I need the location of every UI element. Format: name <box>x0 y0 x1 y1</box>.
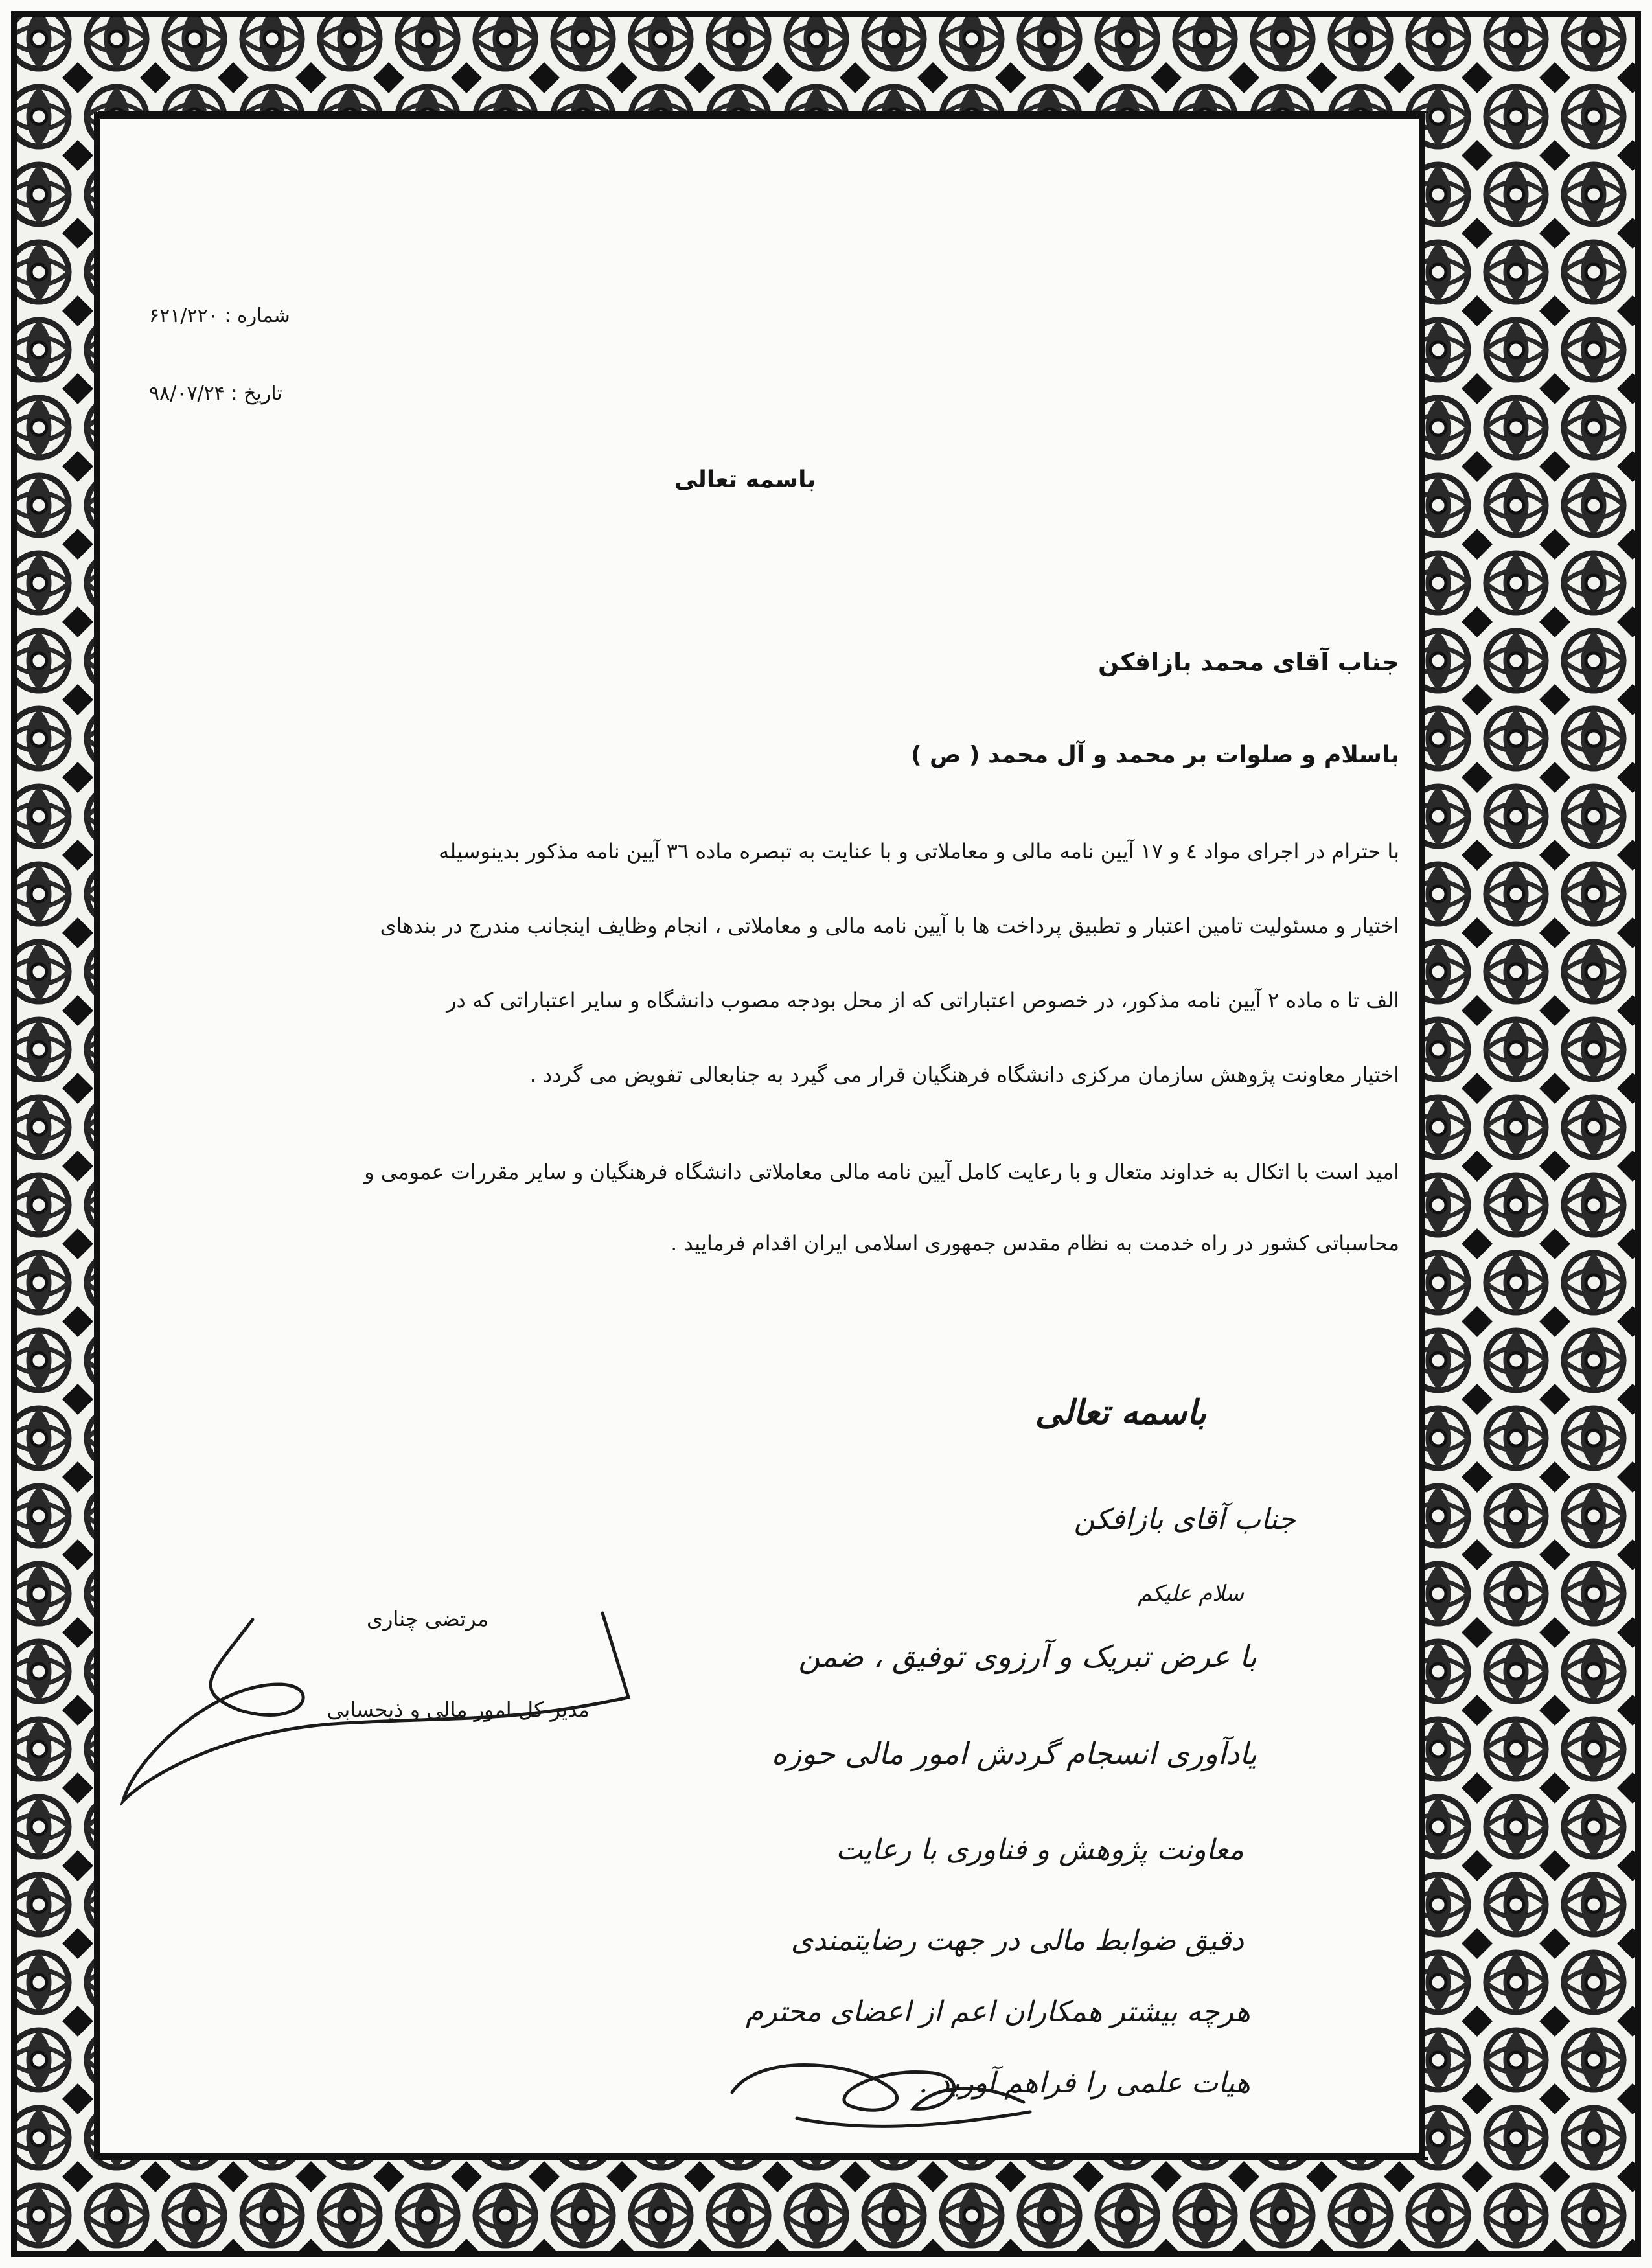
handwritten-heading: باسمه تعالی <box>1035 1393 1207 1432</box>
addressee: جناب آقای محمد بازافکن <box>1098 648 1399 676</box>
body-line: با حترام در اجرای مواد ٤ و ١٧ آیین نامه مالی و معاملاتی و با عنایت به تبصره ماده ٣٦ آیین نامه مذکور بدینوسیله <box>439 839 1399 864</box>
handwritten-line: سلام علیکم <box>1138 1581 1244 1607</box>
invocation: باسمه تعالی <box>674 466 816 493</box>
handwritten-line: هیات علمی را فراهم آورید . <box>919 2067 1250 2100</box>
closing-line: امید است با اتکال به خداوند متعال و با رعایت کامل آیین نامه مالی معاملاتی دانشگاه فرهنگیان و سایر مقررات عمومی و <box>364 1160 1399 1184</box>
body-line: اختیار و مسئولیت تامین اعتبار و تطبیق پرداخت ها با آیین نامه مالی و معاملاتی ، انجام وظایف اینجانب مندرج در بندهای <box>380 913 1399 938</box>
signatory-title: مدیر کل امور مالی و ذیحسابی <box>327 1697 590 1722</box>
body-line: الف تا ه ماده ٢ آیین نامه مذکور، در خصوص اعتباراتی که از محل بودجه مصوب دانشگاه و سایر اعتباراتی که در <box>446 988 1399 1013</box>
handwritten-line: دقیق ضوابط مالی در جهت رضایتمندی <box>790 1924 1244 1957</box>
letter-number: شماره : ۶۲۱/۲۲۰ <box>149 304 290 327</box>
handwritten-line: یادآوری انسجام گردش امور مالی حوزه <box>771 1736 1257 1771</box>
handwritten-signature <box>719 2041 1056 2144</box>
handwritten-line: با عرض تبریک و آرزوی توفیق ، ضمن <box>798 1639 1257 1674</box>
signatory-name: مرتضی چناری <box>367 1607 488 1631</box>
handwritten-line: معاونت پژوهش و فناوری با رعایت <box>836 1833 1244 1866</box>
handwritten-line: هرچه بیشتر همکاران اعم از اعضای محترم <box>745 1995 1250 2028</box>
signature-scribble <box>110 1587 661 1833</box>
letter-date: تاریخ : ۹۸/۰۷/۲۴ <box>149 382 282 405</box>
closing-line: محاسباتی کشور در راه خدمت به نظام مقدس جمهوری اسلامی ایران اقدام فرمایید . <box>671 1231 1399 1255</box>
greeting: باسلام و صلوات بر محمد و آل محمد ( ص ) <box>911 742 1399 768</box>
handwritten-line: جناب آقای بازافکن <box>1073 1503 1296 1536</box>
body-line: اختیار معاونت پژوهش سازمان مرکزی دانشگاه فرهنگیان قرار می گیرد به جنابعالی تفویض می گردد . <box>529 1062 1399 1087</box>
